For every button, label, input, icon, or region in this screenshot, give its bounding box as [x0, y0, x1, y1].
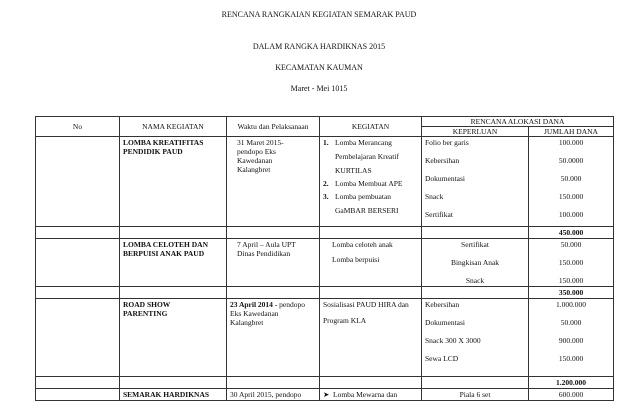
cell-keperluan — [422, 239, 529, 287]
activity-line — [323, 390, 418, 399]
jumlah-item: 50.000 — [560, 318, 582, 327]
keperluan-item: Piala 6 set — [459, 390, 491, 399]
keperluan-item: Sertifikat — [425, 210, 453, 219]
jumlah-item: 1.000.000 — [556, 300, 586, 309]
cell-nama — [120, 389, 227, 401]
keperluan-item: Kebersihan — [425, 156, 460, 165]
cell-jumlah — [529, 239, 614, 287]
cell-nama — [120, 137, 227, 227]
table-row — [36, 299, 614, 377]
subtotal-row — [36, 227, 614, 239]
keperluan-item: Sertifikat — [461, 240, 489, 249]
cell-jumlah — [529, 389, 614, 401]
subtotal-value: 1.200.000 — [529, 377, 614, 389]
activity-text: Lomba Mewarna dan — [333, 390, 398, 399]
jumlah-item: 900.000 — [558, 336, 584, 345]
jumlah-item: 150.000 — [558, 258, 584, 267]
cell-keperluan — [422, 389, 529, 401]
keperluan-item: Folio ber garis — [425, 138, 469, 147]
activity-line: Lomba Merancang — [335, 138, 392, 147]
cell-no — [36, 239, 120, 287]
activity-number: 2. — [323, 179, 329, 188]
activity-line: Pembelajaran Kreatif — [335, 152, 399, 161]
jumlah-item: 150.000 — [558, 276, 584, 285]
nama-line: PARENTING — [123, 309, 168, 318]
budget-table — [35, 116, 614, 401]
nama-line: BERPUISI ANAK PAUD — [123, 249, 205, 258]
waktu-line: pendopo Eks — [237, 147, 276, 156]
cell-nama — [120, 239, 227, 287]
doc-period: Maret - Mei 1015 — [290, 84, 348, 93]
cell-waktu — [227, 137, 320, 227]
col-header-keperluan: KEPERLUAN — [422, 127, 529, 137]
col-header-jumlah: JUMLAH DANA — [529, 127, 614, 137]
col-header-nama: NAMA KEGIATAN — [120, 117, 227, 137]
waktu-line: 30 April 2015, pendopo — [230, 390, 302, 399]
nama-line: ROAD SHOW — [123, 300, 171, 309]
activity-line: Lomba celoteh anak — [332, 240, 393, 249]
cell-waktu — [227, 389, 320, 401]
col-header-waktu: Waktu dan Pelaksanaan — [227, 117, 320, 137]
activity-line: Program KLA — [323, 316, 367, 325]
keperluan-item: Dokumentasi — [425, 174, 465, 183]
keperluan-item: Snack — [425, 192, 444, 201]
keperluan-item: Sewa LCD — [425, 354, 459, 363]
cell-keperluan — [422, 299, 529, 377]
waktu-line: Dinas Pendidikan — [237, 249, 291, 258]
cell-kegiatan — [320, 137, 422, 227]
table-row — [36, 137, 614, 227]
cell-kegiatan — [320, 389, 422, 401]
table-row — [36, 239, 614, 287]
nama-line: LOMBA CELOTEH DAN — [123, 240, 209, 249]
activity-line: KURTILAS — [335, 166, 372, 175]
cell-waktu — [227, 239, 320, 287]
waktu-line — [230, 300, 316, 309]
keperluan-item: Kebersihan — [425, 300, 460, 309]
cell-no — [36, 137, 120, 227]
col-header-no: No — [36, 117, 120, 137]
nama-line: LOMBA KREATIFITAS — [123, 138, 204, 147]
activity-line: GaMBAR BERSERI — [335, 206, 399, 215]
jumlah-item: 600.000 — [558, 390, 584, 399]
activity-line: Sosialisasi PAUD HIRA dan — [323, 300, 409, 309]
activity-line: Lomba Membuat APE — [335, 179, 403, 188]
cell-jumlah — [529, 137, 614, 227]
keperluan-item: Dokumentasi — [425, 318, 465, 327]
nama-line: PENDIDIK PAUD — [123, 147, 183, 156]
keperluan-item: Snack — [465, 276, 485, 285]
table-row — [36, 389, 614, 401]
waktu-date: 23 April 2014 - — [230, 300, 278, 309]
col-header-kegiatan: KEGIATAN — [320, 117, 422, 137]
jumlah-item: 50.000 — [560, 240, 582, 249]
keperluan-item: Bingkisan Anak — [450, 258, 500, 267]
cell-nama — [120, 299, 227, 377]
jumlah-item: 150.000 — [558, 354, 584, 363]
subtotal-row — [36, 287, 614, 299]
activity-number: 1. — [323, 138, 329, 147]
table-header-row — [36, 117, 614, 127]
jumlah-item: 100.000 — [558, 210, 584, 219]
doc-location: KECAMATAN KAUMAN — [275, 63, 363, 72]
subtotal-value: 450.000 — [529, 227, 614, 239]
cell-jumlah — [529, 299, 614, 377]
cell-no — [36, 299, 120, 377]
cell-keperluan — [422, 137, 529, 227]
jumlah-item: 50.000 — [560, 174, 582, 183]
jumlah-item: 150.000 — [558, 192, 584, 201]
cell-kegiatan — [320, 239, 422, 287]
activity-line: Lomba pembuatan — [335, 192, 392, 201]
subtotal-value: 350.000 — [529, 287, 614, 299]
col-header-rencana: RENCANA ALOKASI DANA — [422, 117, 614, 127]
waktu-line: 7 April – Aula UPT — [237, 240, 296, 249]
waktu-line: 31 Maret 2015- — [237, 138, 284, 147]
checkmark-bullet-icon: ➤ — [323, 390, 330, 399]
cell-waktu — [227, 299, 320, 377]
jumlah-item: 50.0000 — [558, 156, 584, 165]
activity-item — [323, 179, 418, 188]
cell-no — [36, 389, 120, 401]
activity-item — [323, 192, 418, 215]
doc-subtitle: DALAM RANGKA HARDIKNAS 2015 — [252, 42, 386, 51]
cell-kegiatan — [320, 299, 422, 377]
jumlah-item: 100.000 — [558, 138, 584, 147]
nama-line: SEMARAK HARDIKNAS — [123, 390, 210, 399]
waktu-line: Eks Kawedanan — [230, 309, 279, 318]
keperluan-item: Snack 300 X 3000 — [425, 336, 481, 345]
waktu-line: Kalangbret — [237, 165, 271, 174]
waktu-line: Kalangbret — [230, 318, 264, 327]
activity-item — [323, 138, 418, 175]
doc-title: RENCANA RANGKAIAN KEGIATAN SEMARAK PAUD — [221, 10, 417, 19]
waktu-line: Kawedanan — [237, 156, 273, 165]
subtotal-row — [36, 377, 614, 389]
activity-line: Lomba berpuisi — [332, 255, 380, 264]
waktu-place: pendopo — [277, 300, 306, 309]
activity-number: 3. — [323, 192, 329, 201]
